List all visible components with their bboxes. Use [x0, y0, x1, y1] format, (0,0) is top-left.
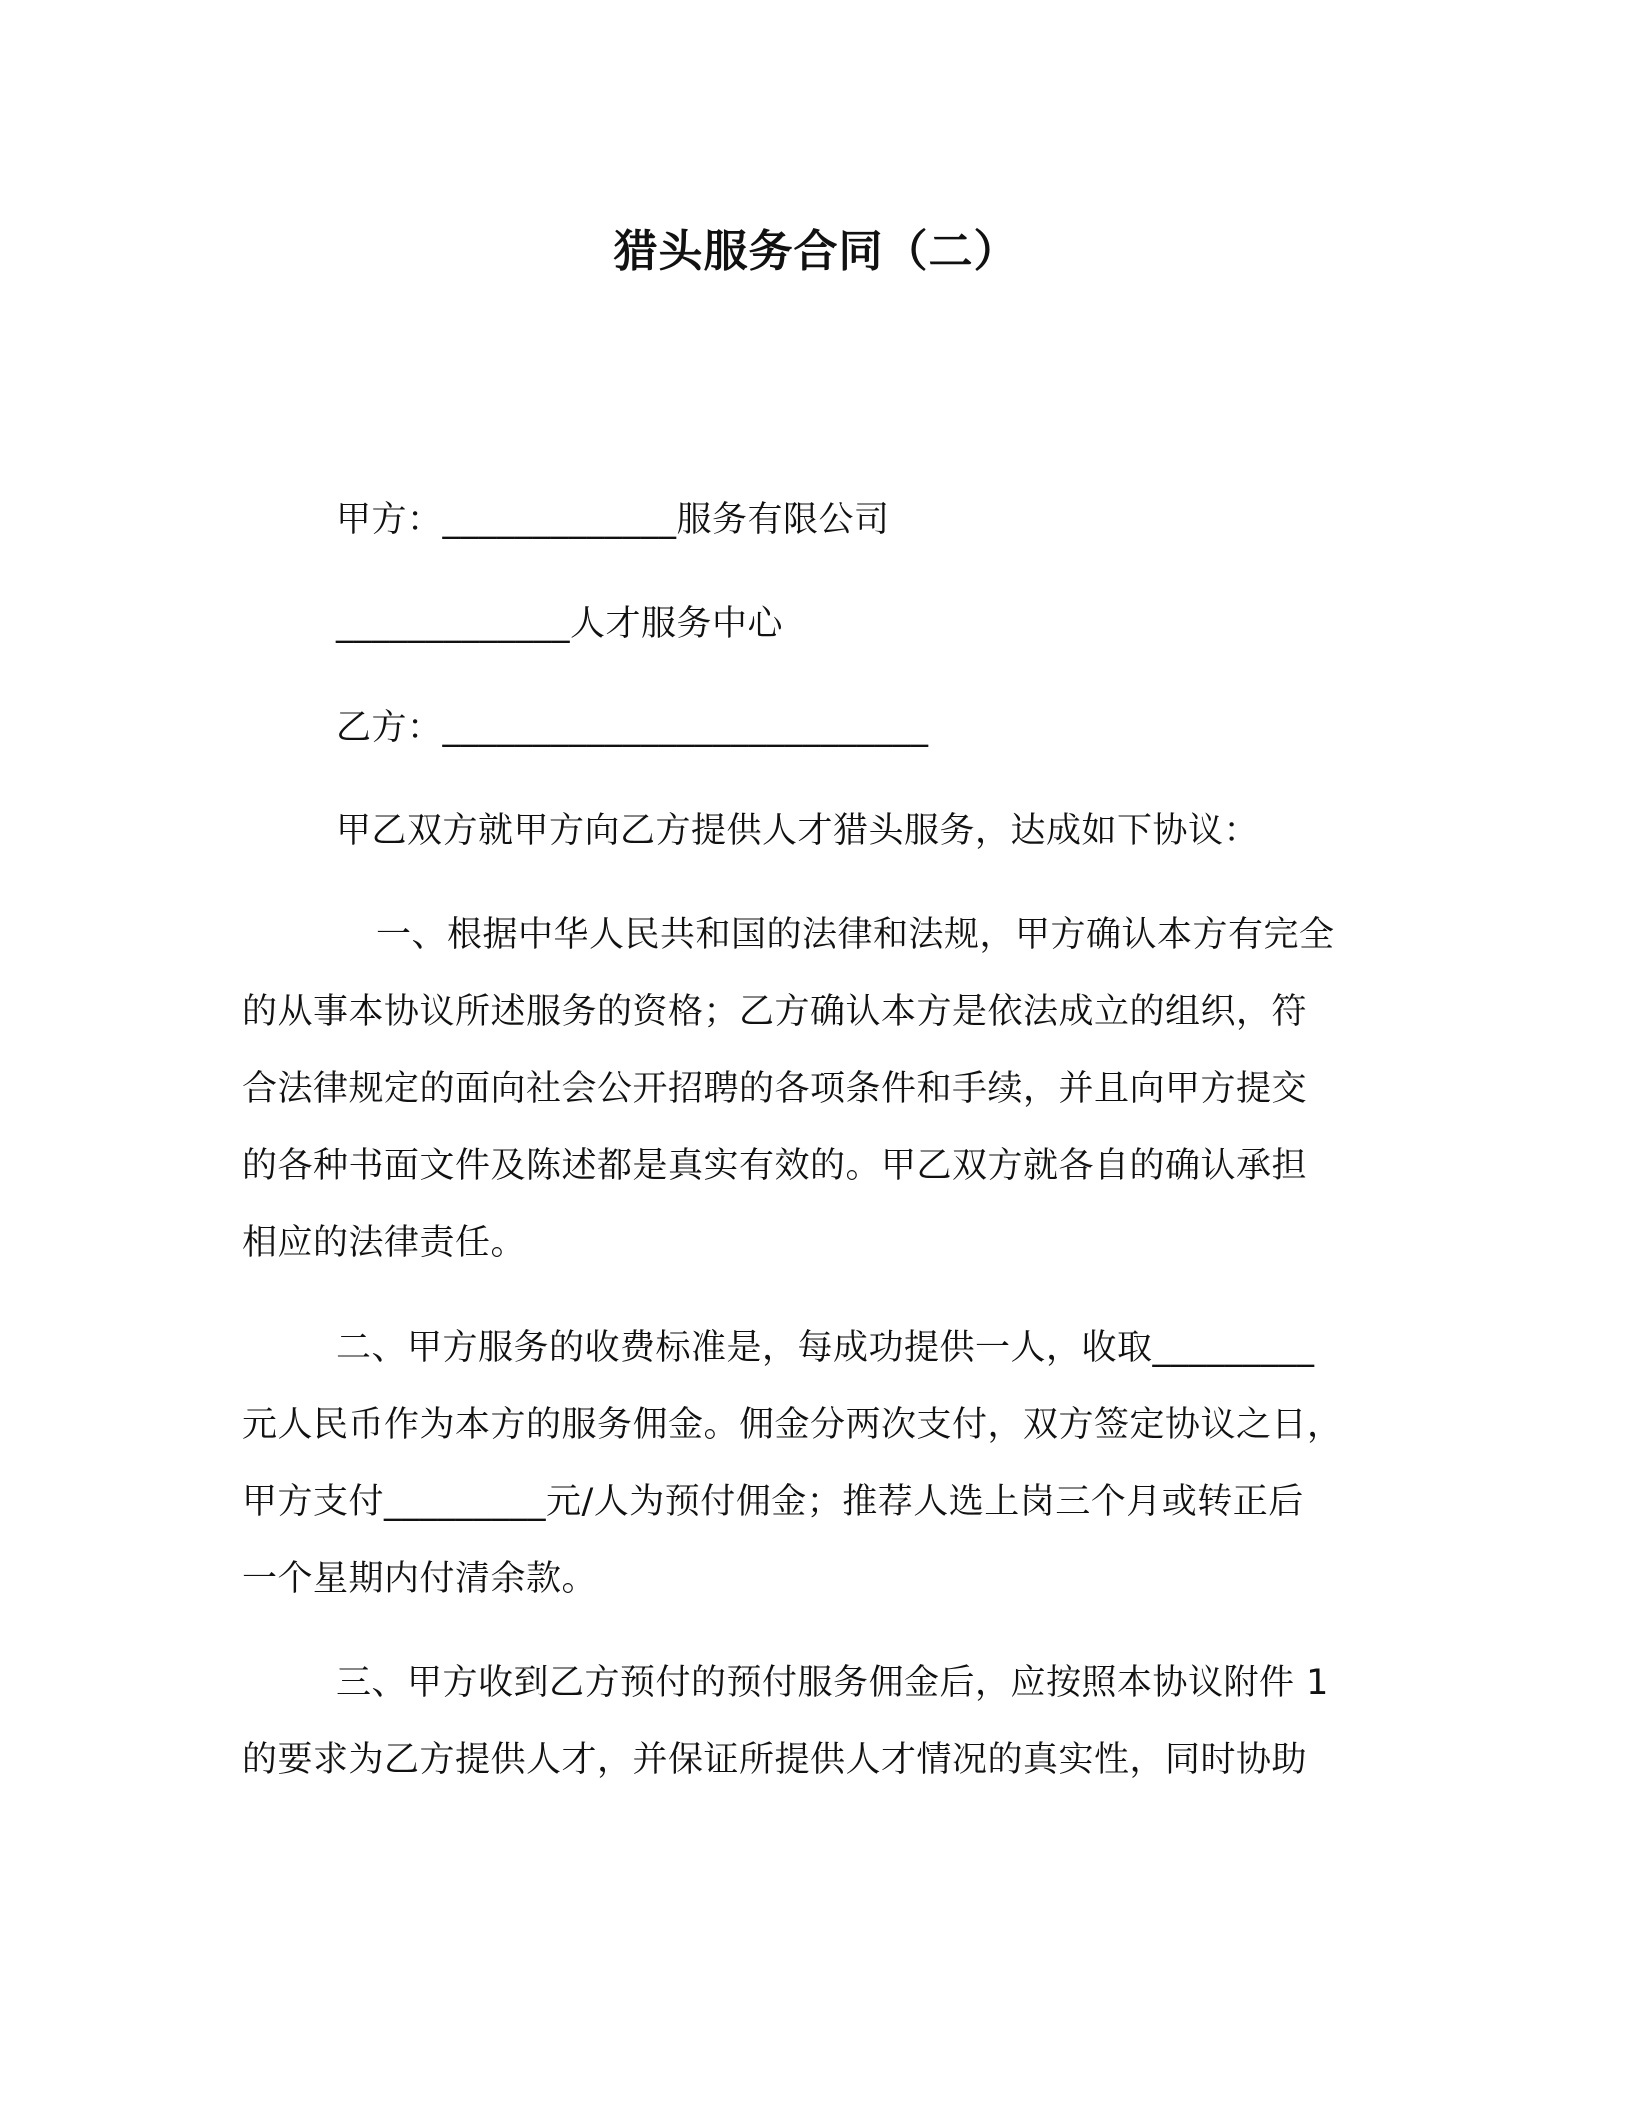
clause-2-line-1: 二、甲方服务的收费标准是，每成功提供一人，收取_________: [336, 1328, 1315, 1368]
clause-1-line-4: 的各种书面文件及陈述都是真实有效的。甲乙双方就各自的确认承担: [242, 1146, 1308, 1186]
clause-1-line-2: 的从事本协议所述服务的资格；乙方确认本方是依法成立的组织，符: [242, 992, 1308, 1032]
intro-paragraph: 甲乙双方就甲方向乙方提供人才猎头服务，达成如下协议：: [336, 811, 1260, 851]
clause-1-line-1: 一、根据中华人民共和国的法律和法规，甲方确认本方有完全: [376, 915, 1335, 955]
clause-3-line-2: 的要求为乙方提供人才，并保证所提供人才情况的真实性，同时协助: [242, 1740, 1308, 1780]
clause-2-line-3: 甲方支付_________元/人为预付佣金；推荐人选上岗三个月或转正后: [242, 1482, 1304, 1522]
party-b-line: 乙方：___________________________: [336, 708, 929, 748]
clause-1-line-5: 相应的法律责任。: [242, 1223, 527, 1263]
contract-title: 猎头服务合同（二）: [613, 226, 1019, 277]
clause-2-line-4: 一个星期内付清余款。: [242, 1559, 598, 1599]
clause-2-line-2: 元人民币作为本方的服务佣金。佣金分两次支付，双方签定协议之日，: [242, 1405, 1343, 1445]
clause-3-line-1: 三、甲方收到乙方预付的预付服务佣金后，应按照本协议附件 1: [336, 1663, 1329, 1703]
party-a-line-2: _____________人才服务中心: [336, 604, 784, 644]
party-a-line-1: 甲方：_____________服务有限公司: [336, 500, 890, 540]
clause-1-line-3: 合法律规定的面向社会公开招聘的各项条件和手续，并且向甲方提交: [242, 1069, 1308, 1109]
